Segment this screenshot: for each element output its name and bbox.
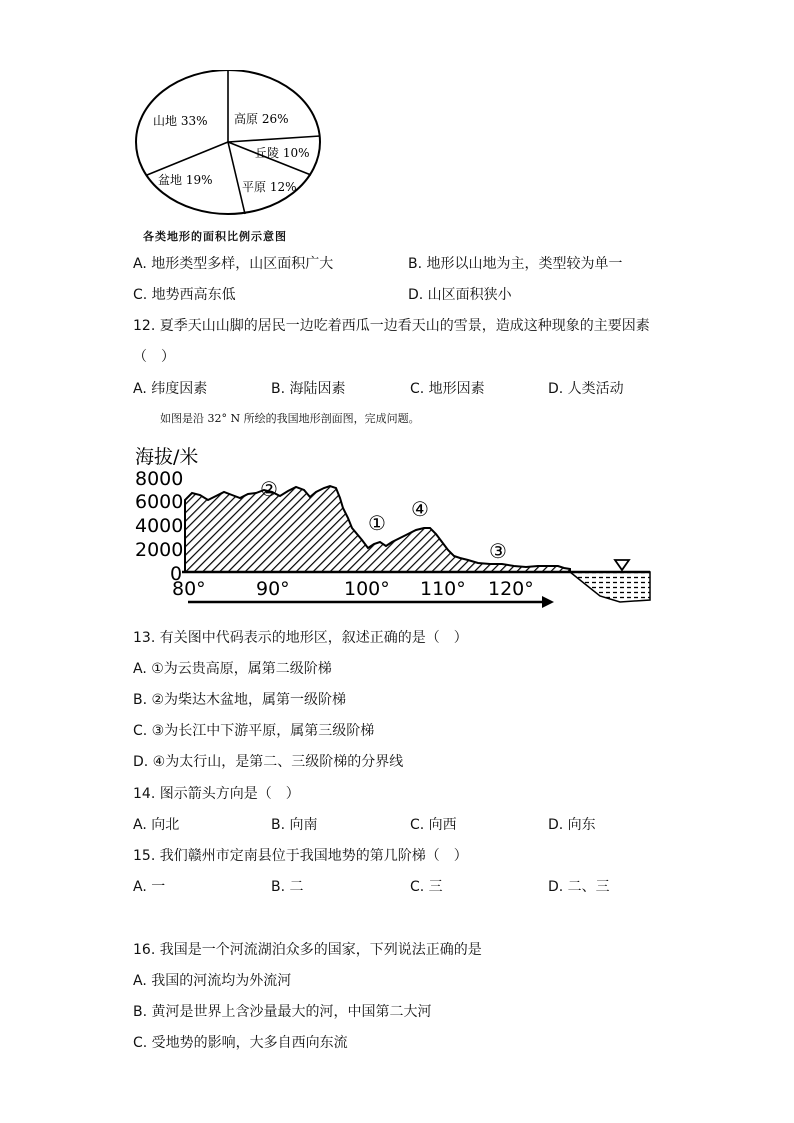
q13-option-a[interactable]: A. ①为云贵高原，属第二级阶梯: [133, 661, 332, 677]
q14-option-a[interactable]: A. 向北: [133, 817, 180, 833]
pie-label-plateau: 高原 26%: [234, 112, 289, 126]
q15-option-d[interactable]: D. 二、三: [548, 879, 610, 895]
q12-option-b[interactable]: B. 海陆因素: [271, 381, 346, 397]
q13-option-d[interactable]: D. ④为太行山，是第二、三级阶梯的分界线: [133, 754, 404, 770]
q15-option-c[interactable]: C. 三: [410, 879, 443, 895]
pie-label-basin: 盆地 19%: [158, 173, 213, 187]
q16-option-b[interactable]: B. 黄河是世界上含沙量最大的河，中国第二大河: [133, 1004, 432, 1020]
profile-x-tick: 80°: [172, 578, 206, 600]
q11-option-c[interactable]: C. 地势西高东低: [133, 287, 236, 303]
profile-y-tick: 0: [170, 563, 183, 585]
marker-4: ④: [411, 497, 429, 521]
q15-option-a[interactable]: A. 一: [133, 879, 166, 895]
terrain-pie-chart: [133, 70, 333, 250]
marker-3: ③: [489, 539, 507, 563]
profile-x-tick: 110°: [420, 578, 466, 600]
profile-intro: 如图是沿 32° N 所绘的我国地形剖面图，完成问题。: [160, 412, 420, 425]
marker-2: ②: [260, 477, 278, 501]
pie-label-mountain: 山地 33%: [153, 114, 208, 128]
profile-y-tick: 6000: [135, 491, 184, 513]
pie-label-plain: 平原 12%: [242, 180, 297, 194]
q11-option-d[interactable]: D. 山区面积狭小: [408, 287, 512, 303]
profile-y-tick: 2000: [135, 539, 184, 561]
q13-stem: 13. 有关图中代码表示的地形区，叙述正确的是（ ）: [133, 630, 468, 646]
q12-option-a[interactable]: A. 纬度因素: [133, 381, 208, 397]
q12-blank: （ ）: [133, 349, 175, 365]
q16-option-c[interactable]: C. 受地势的影响，大多自西向东流: [133, 1035, 348, 1051]
marker-1: ①: [368, 511, 386, 535]
q12-option-d[interactable]: D. 人类活动: [548, 381, 624, 397]
profile-x-tick: 120°: [488, 578, 534, 600]
q12-option-c[interactable]: C. 地形因素: [410, 381, 485, 397]
q14-option-d[interactable]: D. 向东: [548, 817, 596, 833]
profile-y-title: 海拔/米: [135, 446, 199, 468]
arrow-head-icon: [542, 596, 554, 608]
q13-option-c[interactable]: C. ③为长江中下游平原，属第三级阶梯: [133, 723, 375, 739]
q16-option-a[interactable]: A. 我国的河流均为外流河: [133, 973, 292, 989]
pie-label-hills: 丘陵 10%: [255, 146, 310, 160]
q16-stem: 16. 我国是一个河流湖泊众多的国家，下列说法正确的是: [133, 942, 482, 958]
q14-option-c[interactable]: C. 向西: [410, 817, 457, 833]
profile-x-tick: 90°: [256, 578, 290, 600]
q14-option-b[interactable]: B. 向南: [271, 817, 318, 833]
q12-stem: 12. 夏季天山山脚的居民一边吃着西瓜一边看天山的雪景，造成这种现象的主要因素: [133, 318, 650, 334]
q14-stem: 14. 图示箭头方向是（ ）: [133, 786, 300, 802]
pie-caption: 各类地形的面积比例示意图: [143, 230, 287, 243]
sea-level-icon: [615, 560, 629, 570]
profile-x-tick: 100°: [344, 578, 390, 600]
profile-y-tick: 8000: [135, 468, 184, 490]
q11-option-b[interactable]: B. 地形以山地为主，类型较为单一: [408, 256, 623, 272]
q11-option-a[interactable]: A. 地形类型多样，山区面积广大: [133, 256, 334, 272]
q15-option-b[interactable]: B. 二: [271, 879, 304, 895]
q13-option-b[interactable]: B. ②为柴达木盆地，属第一级阶梯: [133, 692, 347, 708]
terrain-profile-diagram: [130, 440, 660, 615]
profile-y-tick: 4000: [135, 515, 184, 537]
q15-stem: 15. 我们赣州市定南县位于我国地势的第几阶梯（ ）: [133, 848, 468, 864]
sea-area: [570, 572, 650, 602]
